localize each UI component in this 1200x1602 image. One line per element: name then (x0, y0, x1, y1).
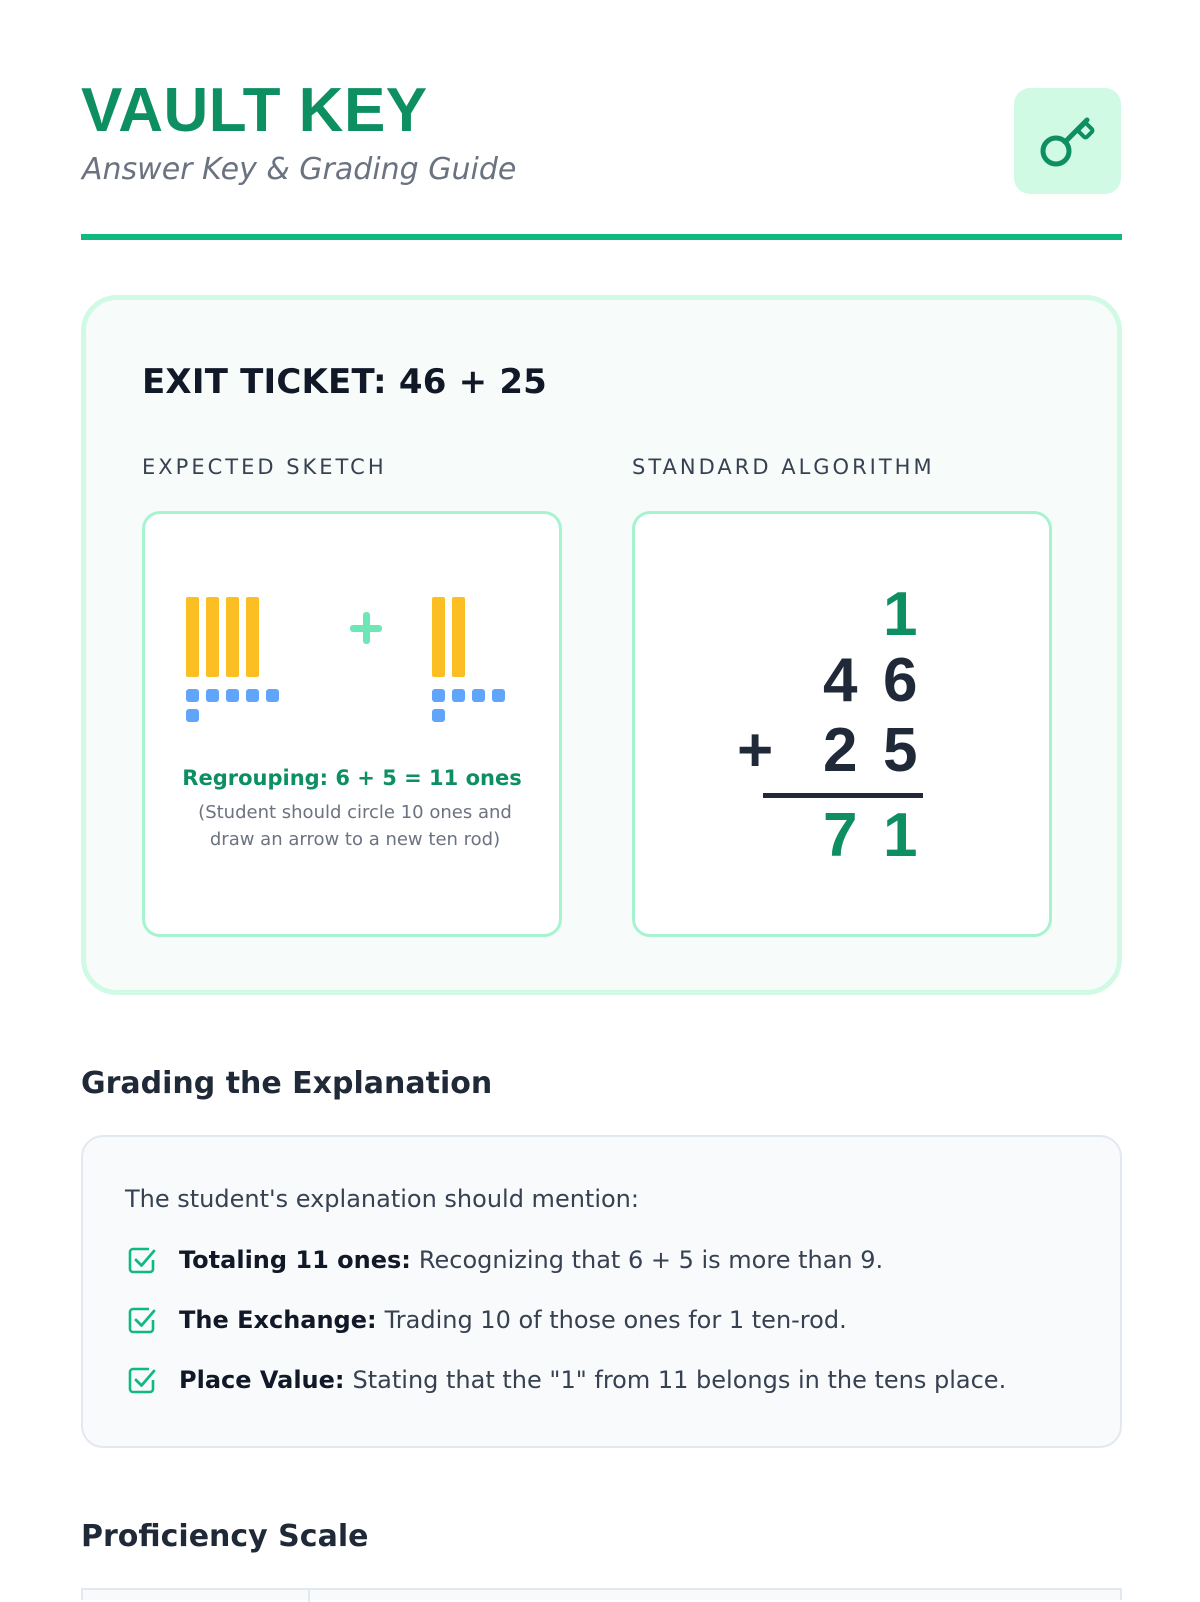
plus-operator: + (737, 716, 774, 785)
page-title: VAULT KEY (81, 76, 428, 145)
addend-bottom-ones: 5 (883, 716, 918, 785)
criterion-term: The Exchange: (179, 1306, 377, 1334)
one-cube (226, 689, 239, 702)
plus-icon (350, 609, 390, 649)
one-cube (432, 709, 445, 722)
key-badge (1014, 88, 1121, 194)
ten-rod (452, 597, 465, 677)
ten-rod (206, 597, 219, 677)
criterion-desc: Stating that the "1" from 11 belongs in the tens place. (352, 1366, 1007, 1394)
addend-top-ones: 6 (883, 646, 918, 715)
regrouping-text: Regrouping: 6 + 5 = 11 ones (182, 766, 522, 790)
one-cube (206, 689, 219, 702)
criterion-item (127, 1302, 847, 1338)
one-cube (266, 689, 279, 702)
key-icon (1036, 109, 1100, 173)
addend-top-tens: 4 (823, 646, 858, 715)
tens-rods-group-b (432, 597, 465, 677)
proficiency-heading: Proficiency Scale (81, 1519, 369, 1554)
checkbox-checked-icon (127, 1365, 157, 1395)
checkbox-checked-icon (127, 1305, 157, 1335)
algorithm-label: STANDARD ALGORITHM (632, 455, 935, 479)
sketch-label: EXPECTED SKETCH (142, 455, 387, 479)
page-subtitle: Answer Key & Grading Guide (82, 152, 517, 187)
criterion-term: Place Value: (179, 1366, 345, 1394)
checkbox-checked-icon (127, 1245, 157, 1275)
ten-rod (186, 597, 199, 677)
exit-ticket-title: EXIT TICKET: 46 + 25 (142, 362, 548, 402)
proficiency-table (81, 1588, 1122, 1600)
one-cube (492, 689, 505, 702)
tens-rods-group-a (186, 597, 259, 677)
one-cube (186, 689, 199, 702)
ten-rod (226, 597, 239, 677)
sketch-panel (142, 511, 562, 937)
one-cube (246, 689, 259, 702)
one-cube (186, 709, 199, 722)
grading-box (81, 1135, 1122, 1448)
sum-line (763, 793, 923, 798)
ten-rod (432, 597, 445, 677)
addend-bottom-tens: 2 (823, 716, 858, 785)
criterion-item (127, 1242, 883, 1278)
exit-ticket-card (81, 295, 1122, 995)
one-cube (452, 689, 465, 702)
algorithm-panel (632, 511, 1052, 937)
grading-heading: Grading the Explanation (81, 1066, 493, 1101)
ten-rod (246, 597, 259, 677)
criterion-desc: Trading 10 of those ones for 1 ten-rod. (384, 1306, 847, 1334)
ones-cubes-group-b (432, 689, 512, 722)
header-divider (81, 234, 1122, 240)
page-header (81, 78, 1131, 248)
sketch-note: (Student should circle 10 ones and draw an arrow to a new ten rod) (198, 802, 512, 850)
one-cube (472, 689, 485, 702)
one-cube (432, 689, 445, 702)
sum-tens: 7 (823, 801, 858, 870)
ones-cubes-group-a (186, 689, 286, 722)
criterion-term: Totaling 11 ones: (179, 1246, 411, 1274)
criterion-desc: Recognizing that 6 + 5 is more than 9. (418, 1246, 884, 1274)
grading-intro: The student's explanation should mention: (125, 1185, 639, 1213)
sum-ones: 1 (883, 801, 918, 870)
carry-digit: 1 (883, 580, 918, 649)
criterion-item (127, 1362, 1006, 1398)
